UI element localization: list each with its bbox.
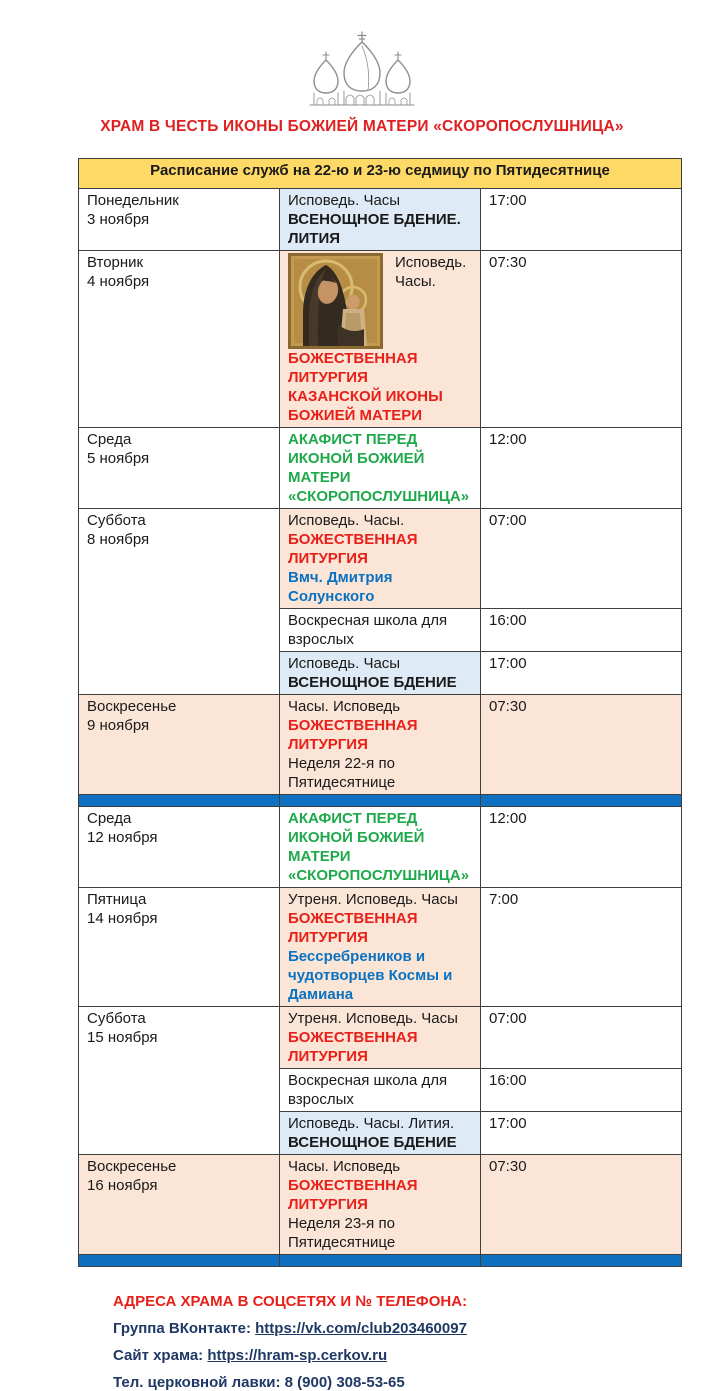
day-name: Воскресенье <box>87 698 177 715</box>
separator-cell <box>79 1255 280 1267</box>
day-date: 14 ноября <box>87 910 158 927</box>
separator-cell <box>481 1255 682 1267</box>
service-line: Утреня. Исповедь. Часы <box>288 1010 458 1027</box>
time-cell: 7:00 <box>481 888 682 1007</box>
day-name: Понедельник <box>87 192 179 209</box>
day-name: Суббота <box>87 512 146 529</box>
row-friday-nov14 <box>79 888 682 1007</box>
day-name: Пятница <box>87 891 147 908</box>
service-cell <box>280 652 481 695</box>
service-line: Исповедь. Часы <box>288 655 401 672</box>
service-line-liturgy: БОЖЕСТВЕННАЯ ЛИТУРГИЯ <box>288 1177 418 1213</box>
service-cell <box>280 888 481 1007</box>
service-line-liturgy: БОЖЕСТВЕННАЯ ЛИТУРГИЯ <box>288 531 418 567</box>
service-line: Часы. Исповедь <box>288 698 401 715</box>
day-name: Воскресенье <box>87 1158 177 1175</box>
row-wednesday-nov12 <box>79 807 682 888</box>
row-wednesday-nov5 <box>79 428 682 509</box>
service-line: Утреня. Исповедь. Часы <box>288 891 458 908</box>
row-tuesday-nov4 <box>79 251 682 428</box>
service-line-week: Неделя 22-я по Пятидесятнице <box>288 755 396 791</box>
vk-label: Группа ВКонтакте: <box>113 1320 251 1337</box>
church-domes-icon <box>296 97 428 114</box>
service-cell <box>280 509 481 609</box>
service-line-saint: Вмч. Дмитрия Солунского <box>288 569 393 605</box>
service-line-akathist2: «СКОРОПОСЛУШНИЦА» <box>288 488 470 505</box>
schedule-table <box>78 158 682 1267</box>
time-cell: 07:00 <box>481 509 682 609</box>
site-line <box>113 1347 724 1364</box>
service-line: Исповедь. Часы. Лития. <box>288 1115 455 1132</box>
service-line: Исповедь. Часы. <box>395 254 467 290</box>
separator-cell <box>79 795 280 807</box>
bottom-separator-bar <box>79 1255 682 1267</box>
contacts-block <box>113 1293 724 1391</box>
site-label: Сайт храма: <box>113 1347 204 1364</box>
service-cell <box>280 189 481 251</box>
service-line-school: Воскресная школа для взрослых <box>288 612 448 648</box>
day-date: 9 ноября <box>87 717 150 734</box>
service-line-liturgy: БОЖЕСТВЕННАЯ ЛИТУРГИЯ <box>288 1029 418 1065</box>
day-cell <box>79 509 280 695</box>
service-line-liturgy: БОЖЕСТВЕННАЯ ЛИТУРГИЯ <box>288 350 418 386</box>
service-cell <box>280 1007 481 1069</box>
schedule-header: Расписание служб на 22-ю и 23-ю седмицу по Пятидесятнице <box>79 159 682 189</box>
service-cell <box>280 609 481 652</box>
time-cell: 17:00 <box>481 652 682 695</box>
service-cell <box>280 1155 481 1255</box>
time-cell: 16:00 <box>481 1069 682 1112</box>
day-cell <box>79 807 280 888</box>
day-name: Среда <box>87 431 132 448</box>
service-line-vigil: ВСЕНОЩНОЕ БДЕНИЕ <box>288 1134 457 1151</box>
time-cell: 12:00 <box>481 428 682 509</box>
day-date: 8 ноября <box>87 531 150 548</box>
time-cell: 12:00 <box>481 807 682 888</box>
service-cell <box>280 428 481 509</box>
time-cell: 07:30 <box>481 1155 682 1255</box>
service-line: Исповедь. Часы. <box>288 512 405 529</box>
time-cell: 16:00 <box>481 609 682 652</box>
service-cell <box>280 1112 481 1155</box>
service-line-liturgy: БОЖЕСТВЕННАЯ ЛИТУРГИЯ <box>288 717 418 753</box>
vk-link[interactable]: https://vk.com/club203460097 <box>255 1320 467 1337</box>
service-line: Часы. Исповедь <box>288 1158 401 1175</box>
service-line-school: Воскресная школа для взрослых <box>288 1072 448 1108</box>
day-date: 3 ноября <box>87 211 150 228</box>
day-cell <box>79 1155 280 1255</box>
page-title: ХРАМ В ЧЕСТЬ ИКОНЫ БОЖИЕЙ МАТЕРИ «СКОРОПОСЛУШНИЦА» <box>100 118 624 135</box>
row-monday-nov3 <box>79 189 682 251</box>
service-line-akathist: АКАФИСТ ПЕРЕД ИКОНОЙ БОЖИЕЙ МАТЕРИ <box>288 810 425 865</box>
service-line-akathist: АКАФИСТ ПЕРЕД ИКОНОЙ БОЖИЕЙ МАТЕРИ <box>288 431 425 486</box>
site-link[interactable]: https://hram-sp.cerkov.ru <box>207 1347 388 1364</box>
service-line-saint: Бессребреников и чудотворцев Космы и Дамиана <box>288 948 453 1003</box>
row-saturday-nov15-liturgy <box>79 1007 682 1069</box>
day-date: 15 ноября <box>87 1029 158 1046</box>
separator-cell <box>280 1255 481 1267</box>
row-saturday-nov8-liturgy <box>79 509 682 609</box>
service-line-week: Неделя 23-я по Пятидесятнице <box>288 1215 396 1251</box>
service-cell <box>280 807 481 888</box>
time-cell: 07:30 <box>481 251 682 428</box>
time-cell: 17:00 <box>481 189 682 251</box>
service-line-vigil: ВСЕНОЩНОЕ БДЕНИЕ. ЛИТИЯ <box>288 211 461 247</box>
day-name: Среда <box>87 810 132 827</box>
day-date: 12 ноября <box>87 829 158 846</box>
day-cell <box>79 888 280 1007</box>
service-cell <box>280 1069 481 1112</box>
vk-line <box>113 1320 724 1337</box>
day-date: 4 ноября <box>87 273 150 290</box>
service-line-vigil: ВСЕНОЩНОЕ БДЕНИЕ <box>288 674 457 691</box>
day-cell <box>79 428 280 509</box>
separator-cell <box>280 795 481 807</box>
service-line: Исповедь. Часы <box>288 192 401 209</box>
row-sunday-nov9 <box>79 695 682 795</box>
contacts-heading: АДРЕСА ХРАМА В СОЦСЕТЯХ И № ТЕЛЕФОНА: <box>113 1293 468 1310</box>
row-sunday-nov16 <box>79 1155 682 1255</box>
time-cell: 17:00 <box>481 1112 682 1155</box>
day-cell <box>79 251 280 428</box>
separator-cell <box>481 795 682 807</box>
church-logo <box>0 0 724 110</box>
time-cell: 07:30 <box>481 695 682 795</box>
service-line-liturgy: БОЖЕСТВЕННАЯ ЛИТУРГИЯ <box>288 910 418 946</box>
day-cell <box>79 189 280 251</box>
service-line-feast: КАЗАНСКОЙ ИКОНЫ БОЖИЕЙ МАТЕРИ <box>288 388 443 424</box>
day-date: 16 ноября <box>87 1177 158 1194</box>
day-name: Вторник <box>87 254 144 271</box>
time-cell: 07:00 <box>481 1007 682 1069</box>
table-header-row <box>79 159 682 189</box>
service-cell <box>280 251 481 428</box>
phone-line: Тел. церковной лавки: 8 (900) 308-53-65 <box>113 1374 405 1391</box>
week-separator-bar <box>79 795 682 807</box>
service-cell <box>280 695 481 795</box>
day-cell <box>79 695 280 795</box>
kazan-theotokos-icon <box>288 253 383 349</box>
service-line-akathist2: «СКОРОПОСЛУШНИЦА» <box>288 867 470 884</box>
day-cell <box>79 1007 280 1155</box>
day-date: 5 ноября <box>87 450 150 467</box>
day-name: Суббота <box>87 1010 146 1027</box>
